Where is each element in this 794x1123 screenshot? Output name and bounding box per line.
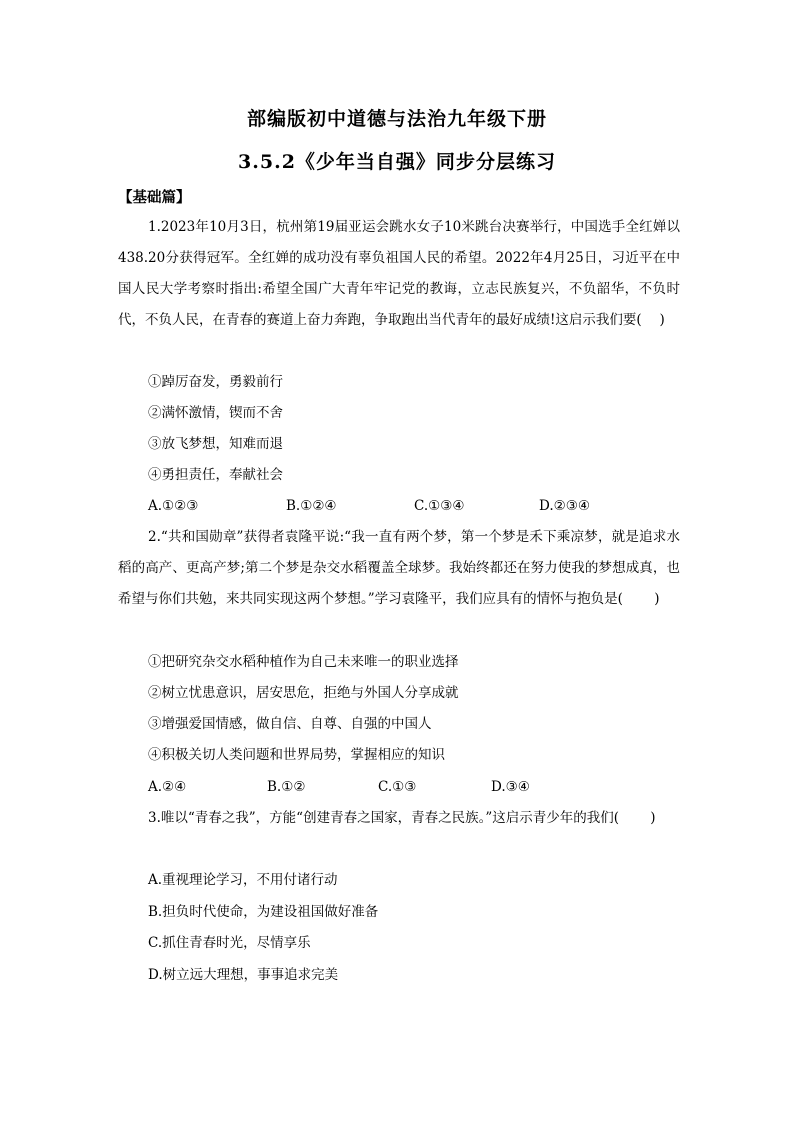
document-subtitle: 3.5.2《少年当自强》同步分层练习 <box>238 151 556 173</box>
question-2-choice-d: D.③④ <box>491 779 530 795</box>
question-2-choice-b: B.①② <box>267 779 306 795</box>
question-3-option-c: C.抓住青春时光，尽情享乐 <box>148 935 311 951</box>
question-2-stem: 2.“共和国勋章”获得者袁隆平说:“我一直有两个梦，第一个梦是禾下乘凉梦，就是追求水稻的高产、更高产梦;第二个梦是杂交水稻覆盖全球梦。我始终都还在努力使我的梦想成真，也希望与你们共勉，来共同实现这两个梦想。”学习袁隆平，我们应具有的情怀与抱负是( ) <box>118 529 680 607</box>
question-2-choice-a: A.②④ <box>148 779 187 795</box>
question-1-item-3: ③放飞梦想，知难而退 <box>148 436 283 452</box>
document-title: 部编版初中道德与法治九年级下册 <box>246 108 547 130</box>
question-3-stem: 3.唯以“青春之我”，方能“创建青春之国家，青春之民族。”这启示青少年的我们( ) <box>148 810 656 826</box>
question-2-choice-c: C.①③ <box>378 779 417 795</box>
question-3-option-a: A.重视理论学习，不用付诸行动 <box>148 872 338 888</box>
section-heading: 【基础篇】 <box>118 189 191 206</box>
question-3-option-b: B.担负时代使命，为建设祖国做好准备 <box>148 904 379 920</box>
question-1-choice-b: B.①②④ <box>286 498 337 514</box>
question-1-item-1: ①踔厉奋发，勇毅前行 <box>148 374 283 390</box>
question-2-item-4: ④积极关切人类问题和世界局势，掌握相应的知识 <box>148 747 445 763</box>
question-2-item-1: ①把研究杂交水稻种植作为自己未来唯一的职业选择 <box>148 654 459 670</box>
question-2-item-3: ③增强爱国情感，做自信、自尊、自强的中国人 <box>148 716 432 732</box>
question-1-choice-a: A.①②③ <box>148 498 199 514</box>
question-1-choice-d: D.②③④ <box>539 498 590 514</box>
question-3-option-d: D.树立远大理想，事事追求完美 <box>148 967 339 983</box>
question-1-choice-c: C.①③④ <box>414 498 465 514</box>
question-2-item-2: ②树立忧患意识，居安思危，拒绝与外国人分享成就 <box>148 685 459 701</box>
question-1-stem: 1.2023年10月3日，杭州第19届亚运会跳水女子10米跳台决赛举行，中国选手全红婵以438.20分获得冠军。全红婵的成功没有辜负祖国人民的希望。2022年4月25日，习近平在中国人民大学考察时指出:希望全国广大青年牢记党的教诲，立志民族复兴，不负韶华，不负时代，不负人民，在青春的赛道上奋力奔跑，争取跑出当代青年的最好成绩!这启示我们要( ) <box>118 219 680 328</box>
question-1-item-4: ④勇担责任，奉献社会 <box>148 467 283 483</box>
question-1-item-2: ②满怀激情，锲而不舍 <box>148 405 283 421</box>
